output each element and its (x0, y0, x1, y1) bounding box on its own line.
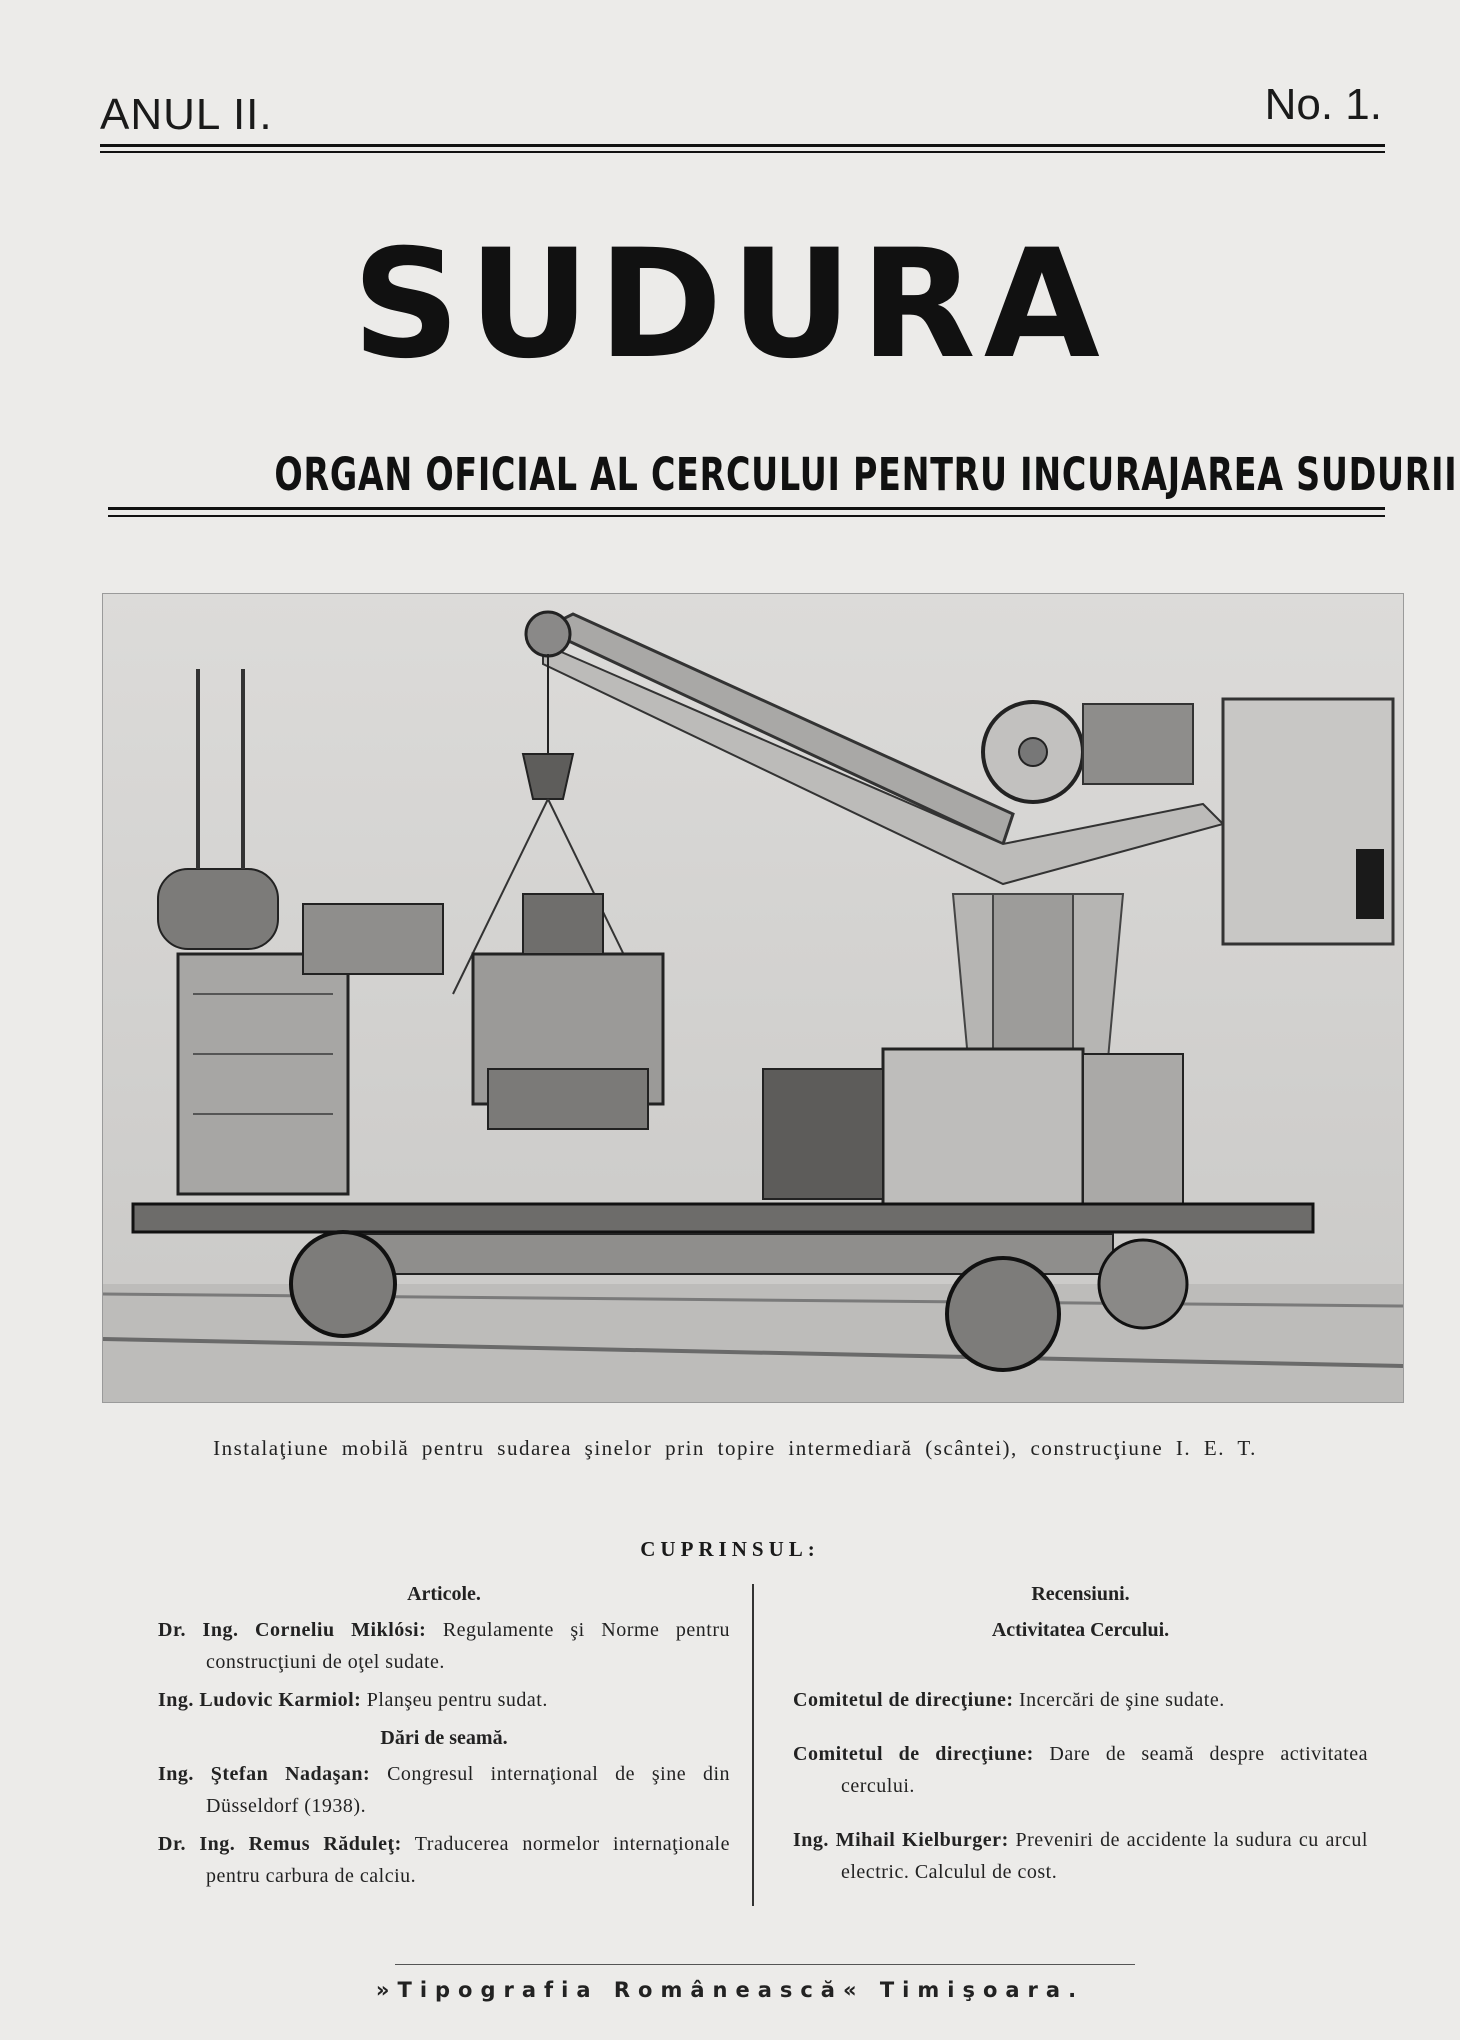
contents-heading: CUPRINSUL: (640, 1537, 820, 1561)
entry-author: Ing. Mihail Kielburger: (793, 1829, 1009, 1851)
entry-author: Comitetul de direcţiune: (793, 1689, 1014, 1711)
entry-title: Incercări de şine sudate. (1019, 1689, 1225, 1711)
header-rule-thin (100, 151, 1385, 153)
section-articles: Articole. (407, 1583, 481, 1605)
footer-rule (395, 1964, 1135, 1965)
column-divider (752, 1584, 754, 1906)
entry-title: Congresul internaţional de şine din Düsseldorf (1938). (206, 1763, 730, 1817)
entry-title: Planşeu pentru sudat. (366, 1689, 548, 1711)
subtitle-rule (108, 507, 1385, 510)
photo-caption: Instalaţiune mobilă pentru sudarea şinelor prin topire intermediară (scântei), construcţiune I. E. T. (213, 1436, 1257, 1460)
entry-author: Comitetul de direcţiune: (793, 1743, 1034, 1765)
cover-photo (102, 593, 1404, 1403)
welding-machine-illustration (103, 594, 1403, 1402)
magazine-subtitle: ORGAN OFICIAL AL CERCULUI PENTRU INCURAJAREA SUDURII (274, 448, 1458, 501)
subtitle-rule-thin (108, 515, 1385, 517)
entry-title: Traducerea normelor internaţionale pentru carbura de calciu. (206, 1833, 730, 1887)
section-reports: Dări de seamă. (380, 1727, 508, 1749)
entry-title: Regulamente şi Norme pentru construcţiuni de oţel sudate. (206, 1619, 730, 1673)
section-circle-activity: Activitatea Cercului. (991, 1619, 1170, 1641)
entry-author: Dr. Ing. Corneliu Miklósi: (158, 1619, 427, 1641)
contents-entry (793, 1824, 1368, 1888)
entry-title: Dare de seamă despre activitatea cercului. (841, 1743, 1368, 1797)
contents-entry (793, 1738, 1368, 1802)
printer-imprint: »Tipografia Românească« Timişoara. (375, 1978, 1085, 2002)
entry-author: Ing. Ludovic Karmiol: (158, 1689, 362, 1711)
contents-entry (158, 1828, 730, 1892)
magazine-title: SUDURA (352, 218, 1108, 392)
entry-author: Ing. Ştefan Nadaşan: (158, 1763, 371, 1785)
contents-entry (158, 1684, 730, 1716)
contents-right-column (793, 1578, 1368, 1894)
contents-left-column (158, 1578, 730, 1898)
entry-title: Preveniri de accidente la sudura cu arcul electric. Calculul de cost. (841, 1829, 1368, 1883)
section-reviews: Recensiuni. (1031, 1583, 1130, 1605)
issue-number: No. 1. (1264, 80, 1382, 129)
contents-entry (793, 1684, 1368, 1716)
contents-entry (158, 1614, 730, 1678)
entry-author: Dr. Ing. Remus Răduleţ: (158, 1833, 402, 1855)
contents-entry (158, 1758, 730, 1822)
year-label: ANUL II. (100, 90, 273, 139)
header-rule (100, 144, 1385, 147)
